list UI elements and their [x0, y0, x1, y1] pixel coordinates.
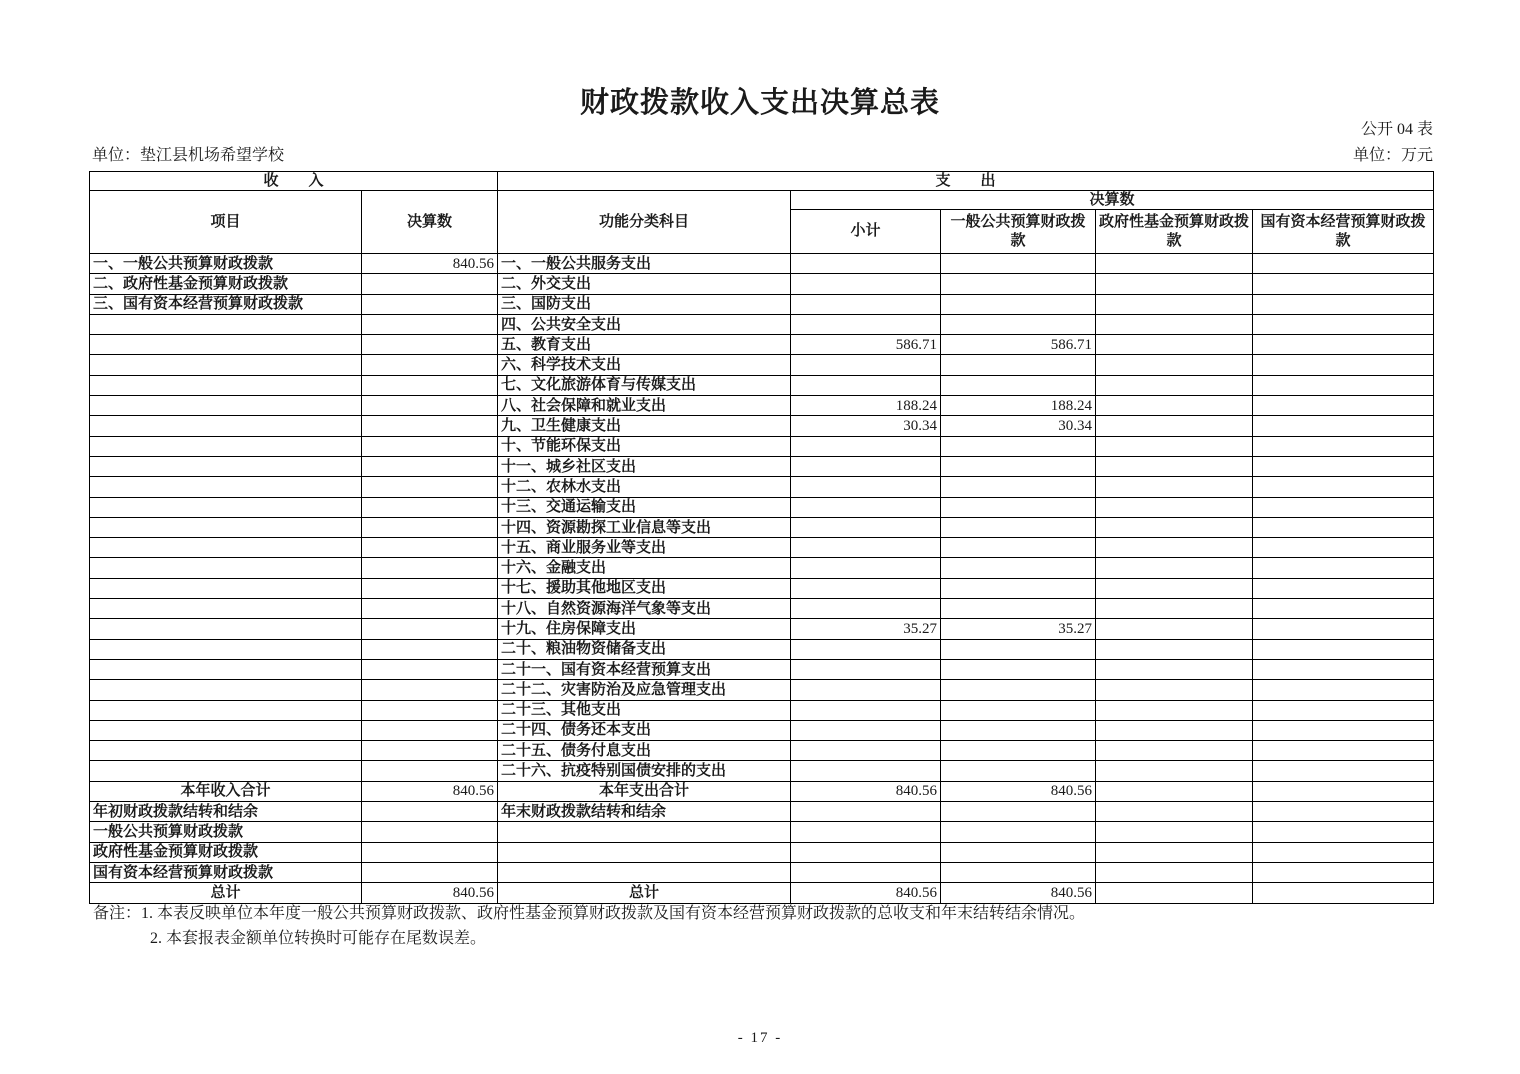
exp-state-capital-cell	[1253, 314, 1434, 334]
exp-subtotal-cell	[791, 294, 941, 314]
income-value-cell	[362, 578, 498, 598]
exp-item-cell: 二十三、其他支出	[498, 700, 791, 720]
exp-item-cell: 十一、城乡社区支出	[498, 456, 791, 476]
exp-gov-fund-cell	[1096, 761, 1253, 781]
exp-state-capital-cell	[1253, 497, 1434, 517]
exp-gov-fund-cell	[1096, 254, 1253, 274]
exp-item-cell: 十九、住房保障支出	[498, 619, 791, 639]
exp-item-cell: 十五、商业服务业等支出	[498, 538, 791, 558]
exp-item-cell: 年末财政拨款结转和结余	[498, 802, 791, 822]
income-value-cell: 840.56	[362, 883, 498, 903]
exp-state-capital-cell	[1253, 741, 1434, 761]
exp-state-capital-cell	[1253, 274, 1434, 294]
income-value-cell	[362, 274, 498, 294]
income-item-cell	[90, 517, 362, 537]
exp-gov-fund-cell	[1096, 741, 1253, 761]
table-row	[90, 761, 1434, 781]
income-item-cell	[90, 497, 362, 517]
unit-name-label: 单位：垫江县机场希望学校	[92, 147, 285, 164]
exp-gov-fund-cell	[1096, 700, 1253, 720]
income-value-cell	[362, 862, 498, 882]
income-item-cell	[90, 578, 362, 598]
exp-subtotal-cell: 188.24	[791, 396, 941, 416]
income-item-cell	[90, 558, 362, 578]
table-row	[90, 274, 1434, 294]
exp-item-cell: 二十一、国有资本经营预算支出	[498, 659, 791, 679]
income-value-cell	[362, 720, 498, 740]
exp-general-budget-cell: 188.24	[941, 396, 1096, 416]
page-number: - 17 -	[737, 1030, 783, 1046]
exp-subtotal-cell	[791, 497, 941, 517]
exp-state-capital-cell	[1253, 781, 1434, 801]
table-row	[90, 680, 1434, 700]
table-row	[90, 659, 1434, 679]
table-row	[90, 436, 1434, 456]
income-item-cell	[90, 659, 362, 679]
exp-general-budget-cell: 35.27	[941, 619, 1096, 639]
table-row	[90, 355, 1434, 375]
exp-general-budget-cell	[941, 436, 1096, 456]
income-value-cell	[362, 599, 498, 619]
exp-item-cell: 十、节能环保支出	[498, 436, 791, 456]
exp-item-cell: 一、一般公共服务支出	[498, 254, 791, 274]
exp-subtotal-cell	[791, 254, 941, 274]
exp-amount-group-header: 决算数	[791, 191, 1434, 210]
income-item-cell	[90, 619, 362, 639]
income-value-cell	[362, 294, 498, 314]
exp-subtotal-cell	[791, 578, 941, 598]
exp-subtotal-cell	[791, 558, 941, 578]
income-value-cell	[362, 436, 498, 456]
exp-state-capital-cell	[1253, 680, 1434, 700]
table-row	[90, 720, 1434, 740]
exp-state-capital-cell	[1253, 517, 1434, 537]
table-row	[90, 558, 1434, 578]
exp-subtotal-cell	[791, 314, 941, 334]
exp-gov-fund-cell	[1096, 619, 1253, 639]
exp-state-capital-cell	[1253, 700, 1434, 720]
exp-subtotal-cell	[791, 274, 941, 294]
exp-general-budget-cell	[941, 822, 1096, 842]
exp-general-budget-cell	[941, 720, 1096, 740]
exp-gov-fund-cell	[1096, 862, 1253, 882]
income-value-cell	[362, 822, 498, 842]
income-value-cell	[362, 741, 498, 761]
table-row	[90, 842, 1434, 862]
income-value-cell	[362, 639, 498, 659]
exp-state-capital-cell	[1253, 416, 1434, 436]
income-item-cell	[90, 456, 362, 476]
function-column-header: 功能分类科目	[498, 191, 791, 254]
exp-gov-fund-cell	[1096, 477, 1253, 497]
exp-state-capital-cell	[1253, 599, 1434, 619]
exp-item-cell	[498, 842, 791, 862]
exp-gov-fund-cell	[1096, 497, 1253, 517]
unit-currency-label: 单位：万元	[1352, 147, 1433, 164]
exp-gov-fund-cell	[1096, 822, 1253, 842]
exp-state-capital-cell	[1253, 842, 1434, 862]
exp-general-budget-cell	[941, 680, 1096, 700]
income-value-cell	[362, 659, 498, 679]
footnote-line-1: 备注：1. 本表反映单位本年度一般公共预算财政拨款、政府性基金预算财政拨款及国有资本经营预算财政拨款的总收支和年末结转结余情况。	[93, 905, 1086, 922]
exp-subtotal-cell	[791, 375, 941, 395]
income-value-cell	[362, 396, 498, 416]
income-item-cell	[90, 700, 362, 720]
income-value-cell	[362, 314, 498, 334]
exp-state-capital-cell	[1253, 254, 1434, 274]
income-value-cell	[362, 538, 498, 558]
exp-general-budget-cell	[941, 842, 1096, 862]
exp-state-capital-cell	[1253, 720, 1434, 740]
exp-state-capital-cell	[1253, 619, 1434, 639]
table-row	[90, 314, 1434, 334]
exp-general-budget-cell	[941, 294, 1096, 314]
exp-item-cell: 七、文化旅游体育与传媒支出	[498, 375, 791, 395]
income-item-cell	[90, 538, 362, 558]
exp-subtotal-cell	[791, 741, 941, 761]
exp-item-cell: 十二、农林水支出	[498, 477, 791, 497]
exp-gov-fund-cell	[1096, 558, 1253, 578]
exp-general-budget-cell: 30.34	[941, 416, 1096, 436]
exp-subtotal-cell	[791, 822, 941, 842]
exp-gov-fund-cell	[1096, 659, 1253, 679]
income-value-cell	[362, 802, 498, 822]
income-item-cell	[90, 741, 362, 761]
income-value-cell	[362, 842, 498, 862]
page-title: 财政拨款收入支出决算总表	[579, 87, 940, 119]
footnote-line-2: 2. 本套报表金额单位转换时可能存在尾数误差。	[150, 930, 487, 947]
income-item-cell	[90, 396, 362, 416]
exp-general-budget-cell	[941, 599, 1096, 619]
exp-subtotal-cell	[791, 477, 941, 497]
table-row	[90, 781, 1434, 801]
exp-general-budget-cell	[941, 538, 1096, 558]
exp-general-budget-cell: 840.56	[941, 883, 1096, 903]
exp-gov-fund-cell	[1096, 335, 1253, 355]
income-value-cell	[362, 680, 498, 700]
exp-gov-fund-cell	[1096, 842, 1253, 862]
table-row	[90, 599, 1434, 619]
exp-state-capital-cell	[1253, 659, 1434, 679]
income-value-cell	[362, 497, 498, 517]
income-amount-column-header: 决算数	[362, 191, 498, 254]
table-row	[90, 477, 1434, 497]
exp-item-cell: 十七、援助其他地区支出	[498, 578, 791, 598]
exp-subtotal-cell	[791, 862, 941, 882]
exp-item-cell: 九、卫生健康支出	[498, 416, 791, 436]
exp-subtotal-cell	[791, 700, 941, 720]
income-item-cell: 总计	[90, 883, 362, 903]
exp-subtotal-cell	[791, 659, 941, 679]
state-capital-column-header: 国有资本经营预算财政拨款	[1253, 210, 1434, 254]
exp-general-budget-cell	[941, 517, 1096, 537]
exp-gov-fund-cell	[1096, 720, 1253, 740]
income-value-cell	[362, 700, 498, 720]
exp-subtotal-cell	[791, 355, 941, 375]
exp-item-cell: 五、教育支出	[498, 335, 791, 355]
exp-item-cell: 六、科学技术支出	[498, 355, 791, 375]
income-item-cell	[90, 680, 362, 700]
item-column-header: 项目	[90, 191, 362, 254]
exp-item-cell: 二十、粮油物资储备支出	[498, 639, 791, 659]
exp-state-capital-cell	[1253, 355, 1434, 375]
exp-subtotal-cell	[791, 842, 941, 862]
exp-subtotal-cell: 35.27	[791, 619, 941, 639]
table-row	[90, 802, 1434, 822]
table-row	[90, 396, 1434, 416]
exp-subtotal-cell	[791, 517, 941, 537]
public-form-label: 公开 04 表	[1360, 121, 1433, 138]
income-value-cell	[362, 355, 498, 375]
exp-state-capital-cell	[1253, 883, 1434, 903]
exp-general-budget-cell	[941, 456, 1096, 476]
exp-subtotal-cell	[791, 802, 941, 822]
exp-general-budget-cell	[941, 497, 1096, 517]
exp-item-cell: 总计	[498, 883, 791, 903]
income-value-cell	[362, 619, 498, 639]
exp-item-cell: 十四、资源勘探工业信息等支出	[498, 517, 791, 537]
table-row	[90, 578, 1434, 598]
exp-gov-fund-cell	[1096, 599, 1253, 619]
fiscal-summary-table	[89, 171, 1434, 904]
exp-state-capital-cell	[1253, 436, 1434, 456]
exp-gov-fund-cell	[1096, 680, 1253, 700]
income-item-cell: 年初财政拨款结转和结余	[90, 802, 362, 822]
income-item-cell: 三、国有资本经营预算财政拨款	[90, 294, 362, 314]
table-row	[90, 700, 1434, 720]
exp-item-cell: 二、外交支出	[498, 274, 791, 294]
income-item-cell: 一般公共预算财政拨款	[90, 822, 362, 842]
exp-subtotal-cell	[791, 639, 941, 659]
exp-subtotal-cell: 840.56	[791, 883, 941, 903]
exp-subtotal-cell	[791, 720, 941, 740]
footnotes	[93, 901, 1433, 951]
exp-general-budget-cell	[941, 314, 1096, 334]
exp-state-capital-cell	[1253, 822, 1434, 842]
income-item-cell: 政府性基金预算财政拨款	[90, 842, 362, 862]
income-value-cell: 840.56	[362, 254, 498, 274]
income-value-cell	[362, 477, 498, 497]
exp-state-capital-cell	[1253, 294, 1434, 314]
income-item-cell	[90, 720, 362, 740]
income-item-cell	[90, 416, 362, 436]
exp-gov-fund-cell	[1096, 274, 1253, 294]
exp-general-budget-cell	[941, 639, 1096, 659]
exp-state-capital-cell	[1253, 558, 1434, 578]
exp-gov-fund-cell	[1096, 883, 1253, 903]
income-section-header: 收 入	[90, 172, 498, 191]
exp-general-budget-cell	[941, 355, 1096, 375]
income-item-cell	[90, 335, 362, 355]
exp-state-capital-cell	[1253, 375, 1434, 395]
exp-general-budget-cell: 586.71	[941, 335, 1096, 355]
exp-state-capital-cell	[1253, 456, 1434, 476]
table-row	[90, 517, 1434, 537]
income-item-cell: 本年收入合计	[90, 781, 362, 801]
table-row	[90, 822, 1434, 842]
exp-general-budget-cell	[941, 761, 1096, 781]
table-row	[90, 254, 1434, 274]
exp-state-capital-cell	[1253, 396, 1434, 416]
exp-subtotal-cell: 586.71	[791, 335, 941, 355]
income-item-cell: 国有资本经营预算财政拨款	[90, 862, 362, 882]
exp-general-budget-cell	[941, 477, 1096, 497]
exp-general-budget-cell	[941, 578, 1096, 598]
exp-gov-fund-cell	[1096, 294, 1253, 314]
exp-general-budget-cell	[941, 254, 1096, 274]
exp-gov-fund-cell	[1096, 416, 1253, 436]
table-row	[90, 883, 1434, 903]
table-row	[90, 456, 1434, 476]
exp-state-capital-cell	[1253, 761, 1434, 781]
income-value-cell	[362, 761, 498, 781]
table-row	[90, 375, 1434, 395]
expenditure-section-header: 支 出	[498, 172, 1434, 191]
table-row	[90, 619, 1434, 639]
income-item-cell	[90, 477, 362, 497]
exp-item-cell: 本年支出合计	[498, 781, 791, 801]
gov-fund-column-header: 政府性基金预算财政拨款	[1096, 210, 1253, 254]
exp-subtotal-cell	[791, 538, 941, 558]
exp-gov-fund-cell	[1096, 396, 1253, 416]
income-item-cell	[90, 436, 362, 456]
exp-item-cell: 二十五、债务付息支出	[498, 741, 791, 761]
income-value-cell	[362, 558, 498, 578]
exp-state-capital-cell	[1253, 578, 1434, 598]
exp-subtotal-cell	[791, 680, 941, 700]
table-row	[90, 294, 1434, 314]
exp-state-capital-cell	[1253, 639, 1434, 659]
exp-general-budget-cell	[941, 700, 1096, 720]
exp-gov-fund-cell	[1096, 578, 1253, 598]
exp-item-cell: 二十六、抗疫特别国债安排的支出	[498, 761, 791, 781]
exp-general-budget-cell	[941, 741, 1096, 761]
exp-general-budget-cell	[941, 274, 1096, 294]
exp-gov-fund-cell	[1096, 436, 1253, 456]
table-row	[90, 862, 1434, 882]
exp-gov-fund-cell	[1096, 802, 1253, 822]
exp-item-cell: 十六、金融支出	[498, 558, 791, 578]
table-row	[90, 335, 1434, 355]
income-value-cell	[362, 416, 498, 436]
exp-subtotal-cell	[791, 436, 941, 456]
exp-item-cell: 二十四、债务还本支出	[498, 720, 791, 740]
subtotal-column-header: 小计	[791, 210, 941, 254]
income-item-cell	[90, 599, 362, 619]
exp-item-cell: 三、国防支出	[498, 294, 791, 314]
exp-subtotal-cell: 840.56	[791, 781, 941, 801]
exp-state-capital-cell	[1253, 802, 1434, 822]
exp-gov-fund-cell	[1096, 538, 1253, 558]
exp-general-budget-cell	[941, 862, 1096, 882]
income-item-cell: 二、政府性基金预算财政拨款	[90, 274, 362, 294]
exp-state-capital-cell	[1253, 335, 1434, 355]
income-value-cell	[362, 456, 498, 476]
exp-subtotal-cell: 30.34	[791, 416, 941, 436]
exp-item-cell: 二十二、灾害防治及应急管理支出	[498, 680, 791, 700]
exp-state-capital-cell	[1253, 538, 1434, 558]
section-header-row	[90, 172, 1434, 191]
exp-gov-fund-cell	[1096, 456, 1253, 476]
exp-general-budget-cell	[941, 375, 1096, 395]
table-row	[90, 538, 1434, 558]
exp-gov-fund-cell	[1096, 781, 1253, 801]
table-row	[90, 741, 1434, 761]
income-value-cell	[362, 375, 498, 395]
exp-subtotal-cell	[791, 761, 941, 781]
income-item-cell: 一、一般公共预算财政拨款	[90, 254, 362, 274]
table-row	[90, 416, 1434, 436]
table-row	[90, 639, 1434, 659]
income-value-cell: 840.56	[362, 781, 498, 801]
income-item-cell	[90, 639, 362, 659]
exp-item-cell	[498, 862, 791, 882]
exp-gov-fund-cell	[1096, 314, 1253, 334]
income-item-cell	[90, 314, 362, 334]
exp-item-cell: 十八、自然资源海洋气象等支出	[498, 599, 791, 619]
exp-state-capital-cell	[1253, 862, 1434, 882]
exp-general-budget-cell: 840.56	[941, 781, 1096, 801]
column-header-row-1	[90, 191, 1434, 210]
income-item-cell	[90, 355, 362, 375]
income-value-cell	[362, 335, 498, 355]
exp-gov-fund-cell	[1096, 517, 1253, 537]
exp-subtotal-cell	[791, 456, 941, 476]
general-budget-column-header: 一般公共预算财政拨款	[941, 210, 1096, 254]
exp-item-cell: 十三、交通运输支出	[498, 497, 791, 517]
income-item-cell	[90, 375, 362, 395]
exp-general-budget-cell	[941, 558, 1096, 578]
income-value-cell	[362, 517, 498, 537]
exp-general-budget-cell	[941, 659, 1096, 679]
income-item-cell	[90, 761, 362, 781]
exp-item-cell	[498, 822, 791, 842]
exp-gov-fund-cell	[1096, 375, 1253, 395]
exp-state-capital-cell	[1253, 477, 1434, 497]
exp-item-cell: 八、社会保障和就业支出	[498, 396, 791, 416]
exp-general-budget-cell	[941, 802, 1096, 822]
exp-item-cell: 四、公共安全支出	[498, 314, 791, 334]
exp-gov-fund-cell	[1096, 639, 1253, 659]
exp-gov-fund-cell	[1096, 355, 1253, 375]
exp-subtotal-cell	[791, 599, 941, 619]
table-row	[90, 497, 1434, 517]
